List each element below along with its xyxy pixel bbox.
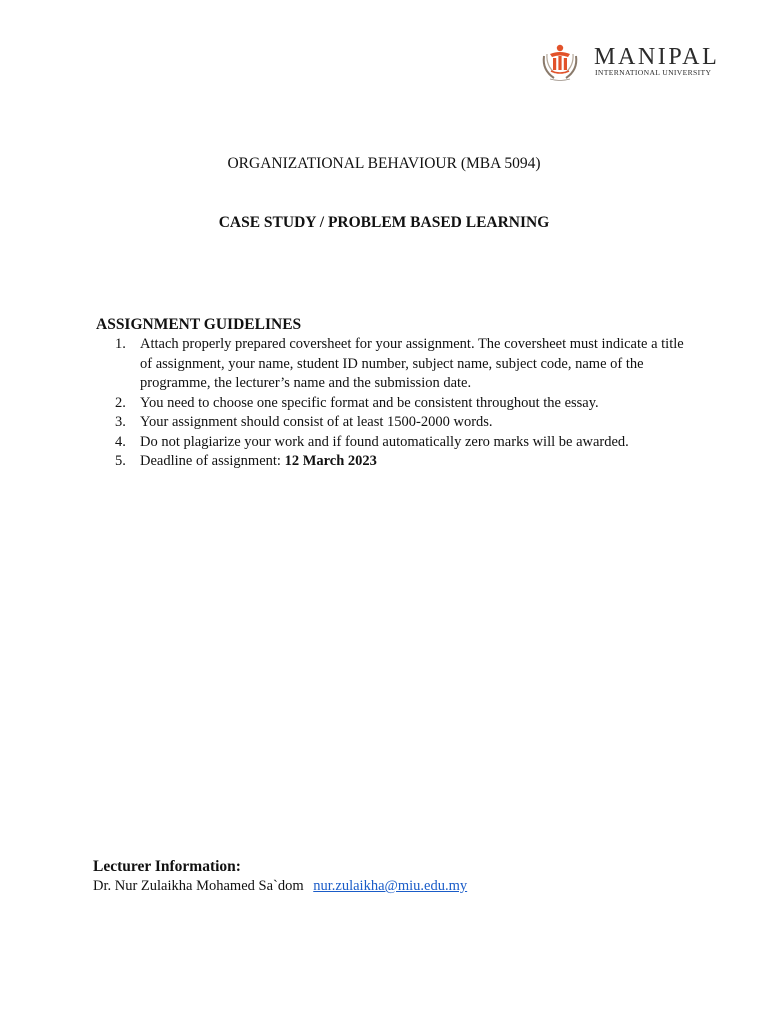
- list-item-number: 5.: [115, 453, 126, 469]
- lecturer-heading: Lecturer Information:: [93, 858, 241, 875]
- list-item-number: 4.: [115, 433, 126, 450]
- list-item-number: 3.: [115, 414, 126, 430]
- guidelines-heading: ASSIGNMENT GUIDELINES: [96, 316, 302, 333]
- list-item-text: You need to choose one specific format and be consistent throughout the essay.: [140, 394, 599, 411]
- guidelines-list: [0, 335, 768, 472]
- deadline-date: 12 March 2023: [284, 453, 377, 469]
- logo-subline: INTERNATIONAL UNIVERSITY: [595, 68, 712, 77]
- list-item-text: Attach properly prepared coversheet for your assignment. The coversheet must indicate a title of assignment, your name, student ID number, subject name, subject code, name of the programme, the lecturer’s name and the submission date.: [140, 336, 684, 391]
- list-item-text: Your assignment should consist of at least 1500-2000 words.: [140, 414, 493, 430]
- list-item-number: 2.: [115, 394, 126, 411]
- list-item-number: 1.: [115, 336, 126, 352]
- deadline-label: Deadline of assignment:: [140, 453, 285, 469]
- list-item: [0, 335, 685, 394]
- lecturer-contact: [93, 876, 467, 896]
- course-title: ORGANIZATIONAL BEHAVIOUR (MBA 5094): [227, 155, 541, 172]
- university-logo: [538, 42, 748, 82]
- document-heading: CASE STUDY / PROBLEM BASED LEARNING: [218, 214, 550, 231]
- list-item-text: Do not plagiarize your work and if found automatically zero marks will be awarded.: [140, 433, 629, 450]
- list-item: [0, 413, 685, 433]
- list-item-text: [140, 452, 685, 472]
- list-item: [0, 433, 685, 453]
- logo-wordmark: MANIPAL: [594, 44, 720, 70]
- list-item: [0, 452, 685, 472]
- list-item: [0, 394, 685, 414]
- lecturer-name: Dr. Nur Zulaikha Mohamed Sa`dom: [93, 878, 304, 894]
- manipal-emblem-icon: [538, 42, 590, 82]
- lecturer-email-link[interactable]: nur.zulaikha@miu.edu.my: [313, 878, 468, 894]
